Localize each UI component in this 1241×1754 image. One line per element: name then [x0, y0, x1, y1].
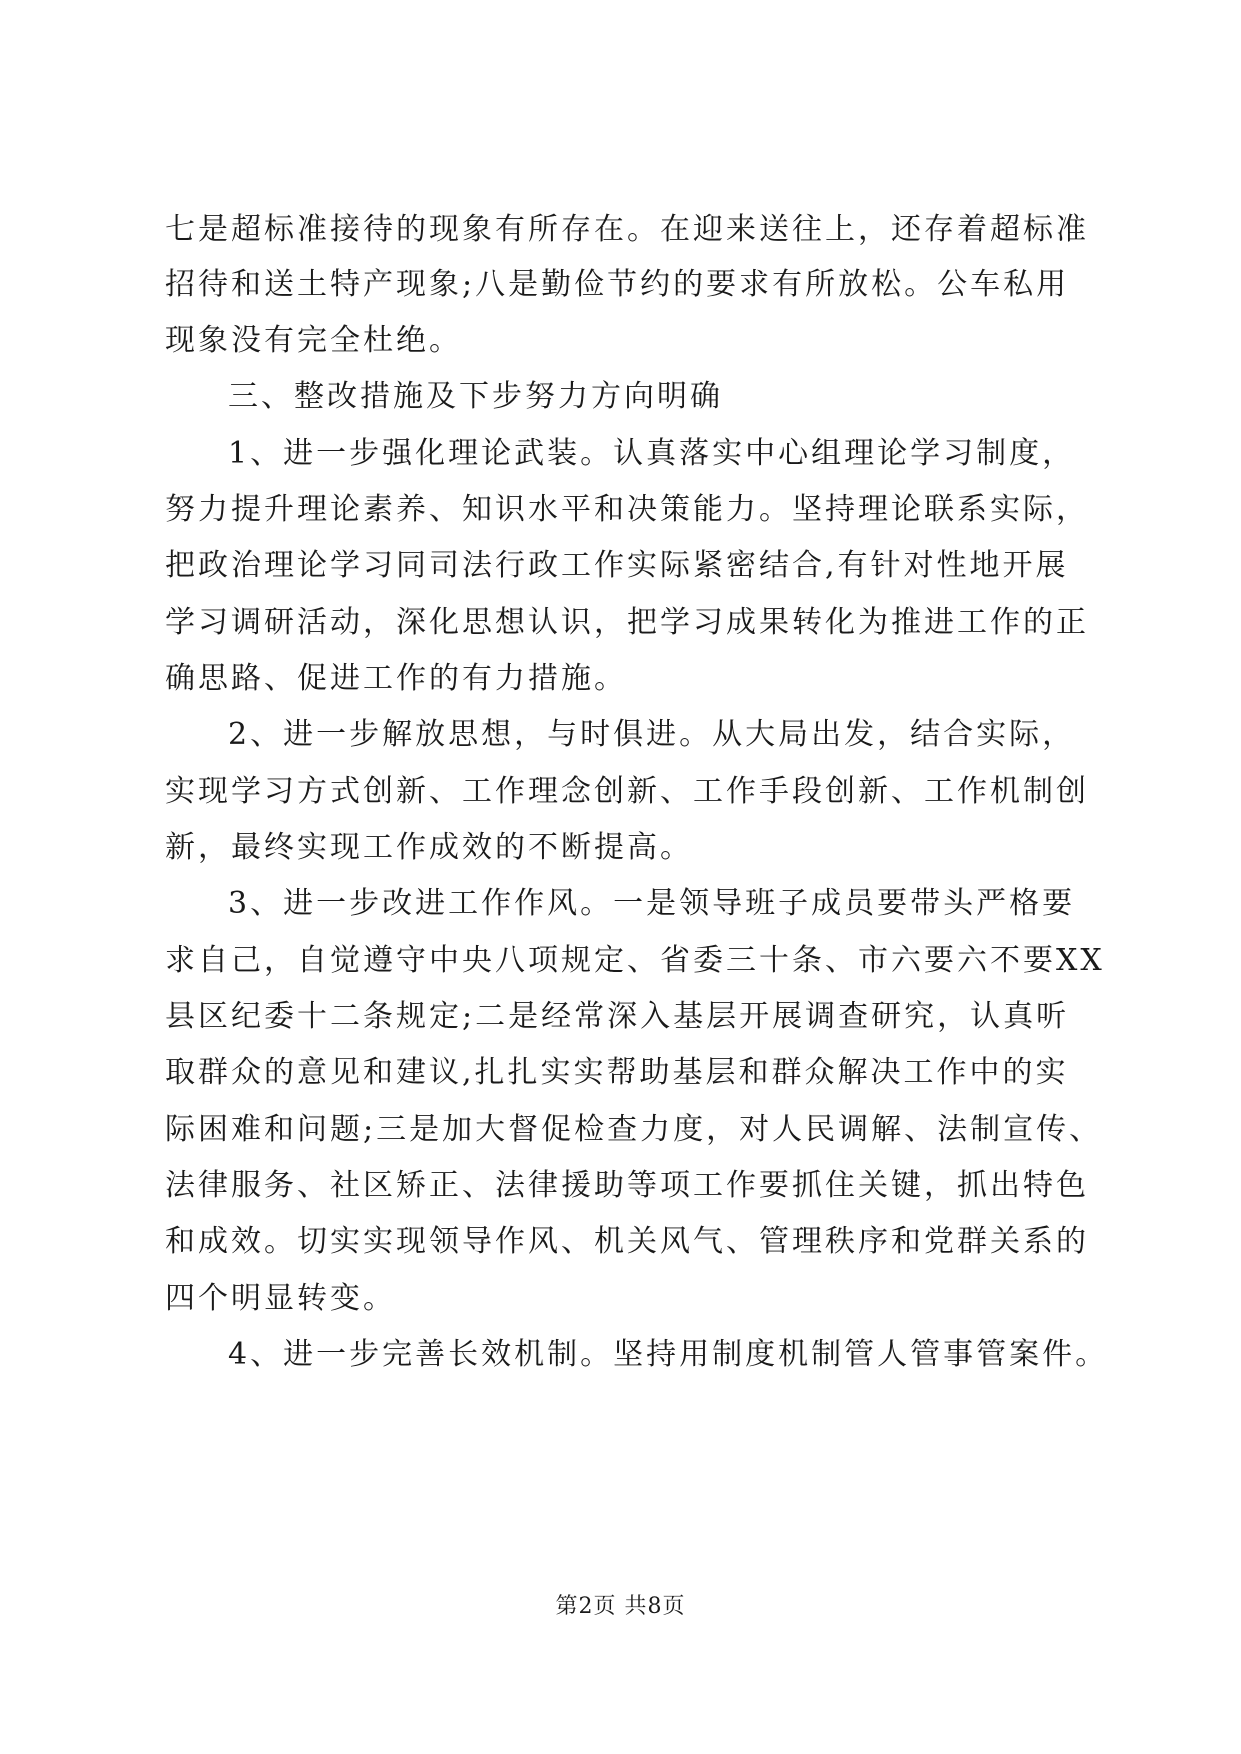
- paragraph-line: 取群众的意见和建议,扎扎实实帮助基层和群众解决工作中的实: [165, 1055, 1069, 1090]
- paragraph-line: 新，最终实现工作成效的不断提高。: [165, 830, 693, 865]
- paragraph-line: 七是超标准接待的现象有所存在。在迎来送往上，还存着超标准: [165, 212, 1089, 247]
- paragraph-line: 现象没有完全杜绝。: [165, 323, 462, 358]
- paragraph-line: 确思路、促进工作的有力措施。: [165, 661, 627, 696]
- paragraph-line: 法律服务、社区矫正、法律援助等项工作要抓住关键，抓出特色: [165, 1168, 1089, 1203]
- paragraph-line: 3、进一步改进工作作风。一是领导班子成员要带头严格要: [228, 886, 1076, 921]
- paragraph-line: 4、进一步完善长效机制。坚持用制度机制管人管事管案件。: [228, 1337, 1109, 1372]
- paragraph-line: 2、进一步解放思想，与时俱进。从大局出发，结合实际，: [228, 717, 1076, 752]
- paragraph-line: 际困难和问题;三是加大督促检查力度，对人民调解、法制宣传、: [165, 1112, 1103, 1147]
- paragraph-line: 求自己，自觉遵守中央八项规定、省委三十条、市六要六不要XX: [165, 943, 1105, 978]
- paragraph-line: 1、进一步强化理论武装。认真落实中心组理论学习制度，: [228, 436, 1076, 471]
- paragraph-line: 努力提升理论素养、知识水平和决策能力。坚持理论联系实际，: [165, 492, 1089, 527]
- section-heading: 三、整改措施及下步努力方向明确: [228, 379, 723, 414]
- paragraph-line: 和成效。切实实现领导作风、机关风气、管理秩序和党群关系的: [165, 1224, 1089, 1259]
- paragraph-line: 实现学习方式创新、工作理念创新、工作手段创新、工作机制创: [165, 774, 1089, 809]
- paragraph-line: 学习调研活动，深化思想认识，把学习成果转化为推进工作的正: [165, 605, 1089, 640]
- paragraph-line: 县区纪委十二条规定;二是经常深入基层开展调查研究，认真听: [165, 999, 1070, 1034]
- paragraph-line: 把政治理论学习同司法行政工作实际紧密结合,有针对性地开展: [165, 548, 1069, 583]
- paragraph-line: 招待和送土特产现象;八是勤俭节约的要求有所放松。公车私用: [165, 267, 1070, 302]
- paragraph-line: 四个明显转变。: [165, 1281, 396, 1316]
- page-number-footer: 第2页 共8页: [555, 1594, 686, 1619]
